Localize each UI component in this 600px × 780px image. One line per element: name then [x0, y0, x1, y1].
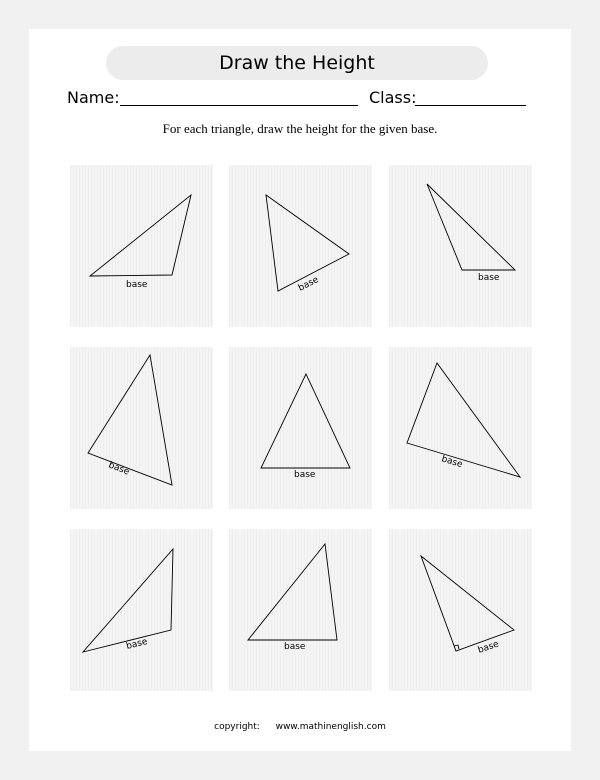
copyright-footer [29, 722, 571, 732]
base-label: base [440, 454, 464, 471]
triangle-figure-2 [229, 165, 372, 327]
triangle-shape [261, 374, 350, 468]
name-label: Name: [67, 88, 120, 107]
base-label: base [296, 275, 321, 294]
base-label: base [126, 280, 148, 290]
triangle-panel-1 [70, 165, 213, 327]
triangle-figure-9 [389, 529, 532, 691]
triangle-panel-6 [389, 347, 532, 509]
triangle-panel-9 [389, 529, 532, 691]
triangle-shape [248, 544, 337, 640]
triangle-panel-5 [229, 347, 372, 509]
name-blank-line [120, 105, 358, 106]
triangle-figure-4 [70, 347, 213, 509]
site-url: www.mathinenglish.com [275, 722, 386, 732]
base-label: base [476, 639, 501, 656]
instructions-text: For each triangle, draw the height for the given base. [162, 121, 438, 136]
triangle-figure-6 [389, 347, 532, 509]
triangle-shape [427, 184, 515, 270]
triangle-figure-7 [70, 529, 213, 691]
triangle-shape [421, 556, 514, 651]
triangle-figure-8 [229, 529, 372, 691]
name-class-row [67, 88, 537, 110]
triangle-panel-8 [229, 529, 372, 691]
triangle-panel-4 [70, 347, 213, 509]
triangle-panel-2 [229, 165, 372, 327]
triangle-figure-1 [70, 165, 213, 327]
triangle-shape [88, 355, 172, 485]
base-label: base [284, 642, 306, 652]
class-label: Class: [369, 88, 417, 107]
triangle-shape [83, 549, 173, 652]
triangle-shape [90, 195, 191, 276]
triangle-panel-7 [70, 529, 213, 691]
triangle-shape [266, 195, 349, 291]
triangle-panel-3 [389, 165, 532, 327]
triangle-figure-5 [229, 347, 372, 509]
copyright-label: copyright: [214, 722, 260, 732]
page-title: Draw the Height [106, 46, 488, 80]
worksheet [29, 29, 571, 751]
base-label: base [106, 460, 131, 478]
base-label: base [294, 470, 316, 480]
class-blank-line [415, 105, 526, 106]
base-label: base [478, 273, 500, 283]
base-label: base [125, 637, 149, 652]
triangle-figure-3 [389, 165, 532, 327]
